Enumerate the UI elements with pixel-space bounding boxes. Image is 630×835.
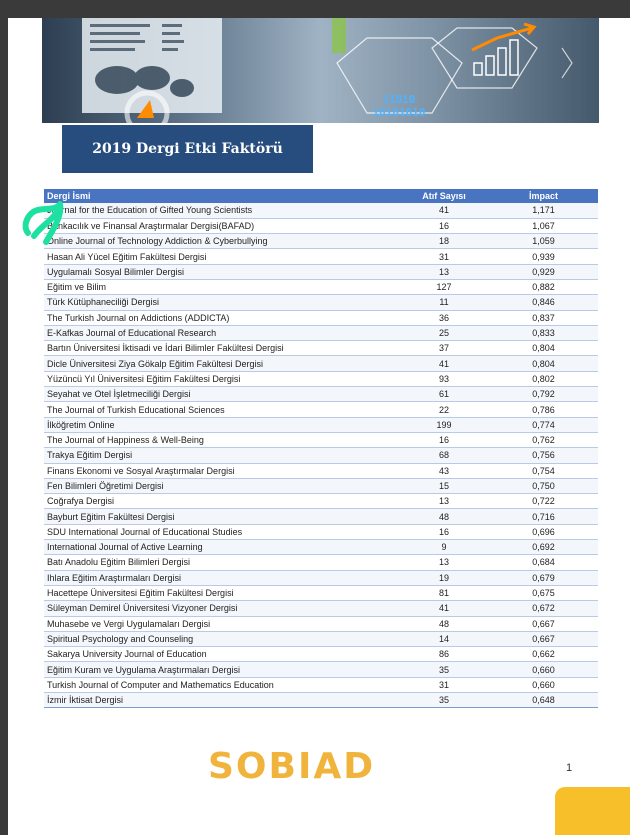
journal-name-cell: Ihlara Eğitim Araştırmaları Dergisi xyxy=(44,570,399,585)
impact-cell: 0,762 xyxy=(489,432,598,447)
citation-count-cell: 16 xyxy=(399,432,489,447)
impact-cell: 0,722 xyxy=(489,494,598,509)
impact-cell: 0,804 xyxy=(489,356,598,371)
journal-name-cell: İlköğretim Online xyxy=(44,417,399,432)
header-banner-image xyxy=(42,18,599,123)
table-row xyxy=(44,417,598,432)
citation-count-cell: 9 xyxy=(399,540,489,555)
table-row xyxy=(44,432,598,447)
table-row xyxy=(44,218,598,233)
banner-graphic xyxy=(42,18,599,123)
table-row xyxy=(44,509,598,524)
impact-cell: 0,837 xyxy=(489,310,598,325)
table-row xyxy=(44,264,598,279)
impact-cell: 0,786 xyxy=(489,402,598,417)
impact-cell: 0,792 xyxy=(489,387,598,402)
impact-cell: 0,802 xyxy=(489,371,598,386)
journal-name-cell: International Journal of Active Learning xyxy=(44,540,399,555)
table-row xyxy=(44,463,598,478)
column-header-citations: Atıf Sayısı xyxy=(399,189,489,203)
binary-text-2: 10101010 xyxy=(372,106,426,119)
citation-count-cell: 11 xyxy=(399,295,489,310)
table-row xyxy=(44,677,598,692)
table-row xyxy=(44,371,598,386)
corner-tab[interactable] xyxy=(555,787,630,835)
impact-cell: 0,684 xyxy=(489,555,598,570)
citation-count-cell: 15 xyxy=(399,478,489,493)
journal-name-cell: Spiritual Psychology and Counseling xyxy=(44,631,399,646)
journal-name-cell: Türk Kütüphaneciliği Dergisi xyxy=(44,295,399,310)
sobiad-logo: SOBIAD xyxy=(208,746,376,787)
citation-count-cell: 48 xyxy=(399,509,489,524)
table-row xyxy=(44,448,598,463)
journal-name-cell: Sakarya University Journal of Education xyxy=(44,647,399,662)
journal-name-cell: SDU International Journal of Educational Studies xyxy=(44,524,399,539)
journal-name-cell: E-Kafkas Journal of Educational Research xyxy=(44,325,399,340)
table-row xyxy=(44,570,598,585)
table-row xyxy=(44,234,598,249)
citation-count-cell: 13 xyxy=(399,555,489,570)
table-row xyxy=(44,402,598,417)
table-row xyxy=(44,540,598,555)
table-body xyxy=(44,203,598,708)
table-row xyxy=(44,325,598,340)
table-header-row xyxy=(44,189,598,203)
citation-count-cell: 81 xyxy=(399,585,489,600)
journal-name-cell: Fen Bilimleri Öğretimi Dergisi xyxy=(44,478,399,493)
journal-name-cell: Coğrafya Dergisi xyxy=(44,494,399,509)
journal-impact-table xyxy=(44,189,598,708)
table-row xyxy=(44,295,598,310)
citation-count-cell: 43 xyxy=(399,463,489,478)
citation-count-cell: 127 xyxy=(399,279,489,294)
citation-count-cell: 68 xyxy=(399,448,489,463)
table-row xyxy=(44,478,598,493)
table-row xyxy=(44,693,598,708)
impact-cell: 0,660 xyxy=(489,677,598,692)
table-row xyxy=(44,616,598,631)
citation-count-cell: 93 xyxy=(399,371,489,386)
impact-cell: 0,929 xyxy=(489,264,598,279)
column-header-impact: İmpact xyxy=(489,189,598,203)
impact-cell: 0,939 xyxy=(489,249,598,264)
journal-name-cell: Uygulamalı Sosyal Bilimler Dergisi xyxy=(44,264,399,279)
table-row xyxy=(44,585,598,600)
impact-cell: 0,696 xyxy=(489,524,598,539)
citation-count-cell: 31 xyxy=(399,249,489,264)
impact-cell: 0,750 xyxy=(489,478,598,493)
journal-name-cell: Bankacılık ve Finansal Araştırmalar Dergisi(BAFAD) xyxy=(44,218,399,233)
citation-count-cell: 14 xyxy=(399,631,489,646)
handwritten-annotation-mark xyxy=(20,198,70,258)
journal-name-cell: Süleyman Demirel Üniversitesi Vizyoner Dergisi xyxy=(44,601,399,616)
table-row xyxy=(44,310,598,325)
journal-name-cell: Muhasebe ve Vergi Uygulamaları Dergisi xyxy=(44,616,399,631)
impact-cell: 0,716 xyxy=(489,509,598,524)
journal-name-cell: Hasan Ali Yücel Eğitim Fakültesi Dergisi xyxy=(44,249,399,264)
citation-count-cell: 19 xyxy=(399,570,489,585)
citation-count-cell: 35 xyxy=(399,693,489,708)
journal-name-cell: The Turkish Journal on Addictions (ADDICTA) xyxy=(44,310,399,325)
journal-name-cell: Eğitim Kuram ve Uygulama Araştırmaları Dergisi xyxy=(44,662,399,677)
journal-name-cell: Online Journal of Technology Addiction & Cyberbullying xyxy=(44,234,399,249)
citation-count-cell: 41 xyxy=(399,601,489,616)
impact-cell: 0,846 xyxy=(489,295,598,310)
binary-text-1: 11010 xyxy=(382,93,416,106)
journal-name-cell: İzmir İktisat Dergisi xyxy=(44,693,399,708)
page-number: 1 xyxy=(566,762,573,774)
citation-count-cell: 18 xyxy=(399,234,489,249)
citation-count-cell: 16 xyxy=(399,524,489,539)
journal-name-cell: Seyahat ve Otel İşletmeciliği Dergisi xyxy=(44,387,399,402)
impact-cell: 0,833 xyxy=(489,325,598,340)
citation-count-cell: 199 xyxy=(399,417,489,432)
table-row xyxy=(44,631,598,646)
table-row xyxy=(44,356,598,371)
citation-count-cell: 13 xyxy=(399,494,489,509)
title-box xyxy=(62,125,313,173)
journal-name-cell: Batı Anadolu Eğitim Bilimleri Dergisi xyxy=(44,555,399,570)
journal-name-cell: Eğitim ve Bilim xyxy=(44,279,399,294)
citation-count-cell: 61 xyxy=(399,387,489,402)
citation-count-cell: 41 xyxy=(399,203,489,218)
table-row xyxy=(44,387,598,402)
journal-name-cell: Yüzüncü Yıl Üniversitesi Eğitim Fakültesi Dergisi xyxy=(44,371,399,386)
document-page xyxy=(8,18,630,835)
citation-count-cell: 48 xyxy=(399,616,489,631)
journal-name-cell: Turkish Journal of Computer and Mathematics Education xyxy=(44,677,399,692)
citation-count-cell: 13 xyxy=(399,264,489,279)
impact-cell: 0,667 xyxy=(489,631,598,646)
table-row xyxy=(44,647,598,662)
impact-cell: 0,672 xyxy=(489,601,598,616)
journal-name-cell: Finans Ekonomi ve Sosyal Araştırmalar Dergisi xyxy=(44,463,399,478)
citation-count-cell: 86 xyxy=(399,647,489,662)
impact-cell: 0,882 xyxy=(489,279,598,294)
table-row xyxy=(44,494,598,509)
impact-cell: 0,675 xyxy=(489,585,598,600)
journal-name-cell: Dicle Üniversitesi Ziya Gökalp Eğitim Fakültesi Dergisi xyxy=(44,356,399,371)
impact-cell: 0,756 xyxy=(489,448,598,463)
citation-count-cell: 22 xyxy=(399,402,489,417)
citation-count-cell: 36 xyxy=(399,310,489,325)
impact-cell: 0,774 xyxy=(489,417,598,432)
impact-cell: 1,067 xyxy=(489,218,598,233)
table-row xyxy=(44,249,598,264)
journal-name-cell: The Journal of Turkish Educational Sciences xyxy=(44,402,399,417)
impact-cell: 0,692 xyxy=(489,540,598,555)
citation-count-cell: 41 xyxy=(399,356,489,371)
citation-count-cell: 31 xyxy=(399,677,489,692)
impact-cell: 0,667 xyxy=(489,616,598,631)
citation-count-cell: 35 xyxy=(399,662,489,677)
impact-cell: 0,660 xyxy=(489,662,598,677)
impact-cell: 1,171 xyxy=(489,203,598,218)
table-row xyxy=(44,341,598,356)
impact-cell: 0,662 xyxy=(489,647,598,662)
journal-name-cell: Journal for the Education of Gifted Young Scientists xyxy=(44,203,399,218)
page-title: 2019 Dergi Etki Faktörü xyxy=(92,141,283,157)
journal-name-cell: Trakya Eğitim Dergisi xyxy=(44,448,399,463)
journal-name-cell: The Journal of Happiness & Well-Being xyxy=(44,432,399,447)
journal-name-cell: Hacettepe Üniversitesi Eğitim Fakültesi Dergisi xyxy=(44,585,399,600)
impact-cell: 0,648 xyxy=(489,693,598,708)
table-row xyxy=(44,279,598,294)
citation-count-cell: 25 xyxy=(399,325,489,340)
table-row xyxy=(44,601,598,616)
citation-count-cell: 16 xyxy=(399,218,489,233)
table-row xyxy=(44,662,598,677)
table-row xyxy=(44,555,598,570)
impact-cell: 0,679 xyxy=(489,570,598,585)
impact-cell: 1,059 xyxy=(489,234,598,249)
column-header-journal-name: Dergi İsmi xyxy=(44,189,399,203)
impact-cell: 0,754 xyxy=(489,463,598,478)
impact-cell: 0,804 xyxy=(489,341,598,356)
table-row xyxy=(44,524,598,539)
journal-name-cell: Bartın Üniversitesi İktisadi ve İdari Bilimler Fakültesi Dergisi xyxy=(44,341,399,356)
journal-name-cell: Bayburt Eğitim Fakültesi Dergisi xyxy=(44,509,399,524)
citation-count-cell: 37 xyxy=(399,341,489,356)
table-row xyxy=(44,203,598,218)
